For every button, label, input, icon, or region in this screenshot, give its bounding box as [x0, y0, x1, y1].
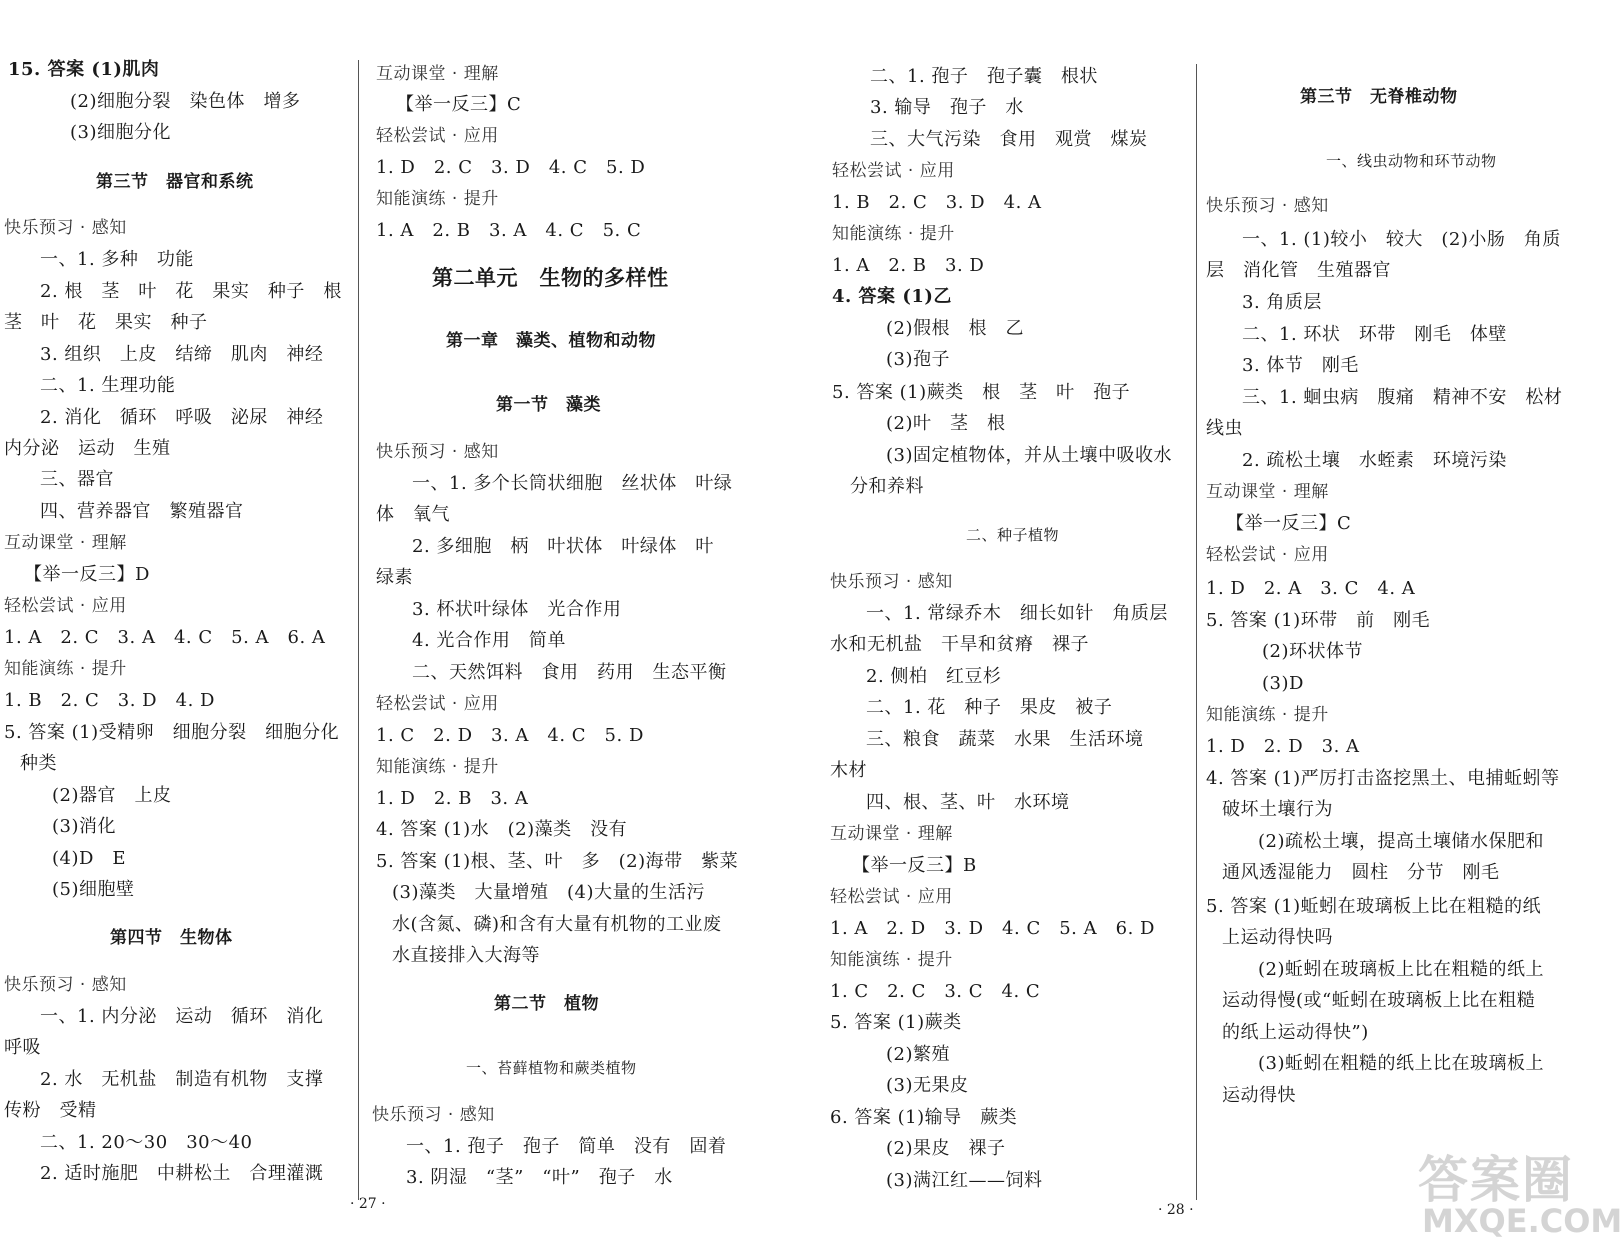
subsection-heading: 知能演练 · 提升 [1206, 705, 1329, 725]
answer-line: (3)孢子 [886, 349, 950, 370]
answer-line: 运动得快 [1222, 1085, 1296, 1106]
answer-line: 3. 组织 上皮 结缔 肌肉 神经 [40, 344, 324, 365]
subsection-heading: 轻松尝试 · 应用 [376, 126, 499, 146]
answer-line: 通风透湿能力 圆柱 分节 刚毛 [1222, 862, 1500, 883]
answer-line: 水直接排入大海等 [392, 945, 540, 966]
answer-line: 一、1. 多种 功能 [40, 249, 194, 270]
answer-line: 1. A 2. C 3. A 4. C 5. A 6. A [4, 627, 326, 648]
page-number-left: · 27 · [350, 1196, 386, 1212]
answer-line: (3)蚯蚓在粗糙的纸上比在玻璃板上 [1258, 1053, 1544, 1074]
answer-line: 4. 光合作用 简单 [412, 630, 566, 651]
answer-line: 【举一反三】C [396, 94, 522, 115]
answer-line: 水(含氮、磷)和含有大量有机物的工业废 [392, 914, 722, 935]
answer-line: 传粉 受精 [4, 1100, 97, 1121]
answer-line: 分和养料 [850, 476, 924, 497]
answer-line: 二、1. 花 种子 果皮 被子 [866, 697, 1113, 718]
section-title: 第三节 无脊椎动物 [1300, 87, 1458, 107]
answer-line: (2)繁殖 [886, 1044, 950, 1065]
answer-line: 木材 [830, 760, 867, 781]
answer-line: 层 消化管 生殖器官 [1206, 260, 1391, 281]
answer-line: 1. A 2. B 3. A 4. C 5. C [376, 220, 642, 241]
answer-line: 一、1. 孢子 孢子 简单 没有 固着 [406, 1136, 727, 1157]
answer-line: 5. 答案 (1)蕨类 根 茎 叶 孢子 [832, 382, 1131, 403]
answer-line: 四、营养器官 繁殖器官 [40, 501, 244, 522]
answer-line: 破坏土壤行为 [1222, 799, 1333, 820]
answer-line: 2. 水 无机盐 制造有机物 支撑 [40, 1069, 324, 1090]
chapter-title: 第一章 藻类、植物和动物 [446, 331, 656, 351]
answer-line: 1. A 2. D 3. D 4. C 5. A 6. D [830, 918, 1155, 939]
answer-line: 1. D 2. C 3. D 4. C 5. D [376, 157, 646, 178]
watermark-logo [1418, 1140, 1622, 1250]
subsection-heading: 互动课堂 · 理解 [376, 64, 499, 84]
answer-line: 二、1. 环状 环带 刚毛 体壁 [1242, 324, 1507, 345]
subsection-heading: 快乐预习 · 感知 [4, 218, 127, 238]
answer-line: 2. 消化 循环 呼吸 泌尿 神经 [40, 407, 324, 428]
subsection-heading: 轻松尝试 · 应用 [830, 887, 953, 907]
answer-line: 一、1. 多个长筒状细胞 丝状体 叶绿 [412, 473, 733, 494]
answer-line: 【举一反三】C [1226, 513, 1352, 534]
column-divider [358, 60, 359, 1200]
subsection-heading: 知能演练 · 提升 [376, 189, 499, 209]
answer-line: 6. 答案 (1)输导 蕨类 [830, 1107, 1018, 1128]
section-title: 第一节 藻类 [496, 395, 601, 415]
answer-line: 一、1. 常绿乔木 细长如针 角质层 [866, 603, 1168, 624]
section-title: 第三节 器官和系统 [96, 172, 254, 192]
answer-line: 种类 [20, 753, 57, 774]
answer-line: (3)细胞分化 [70, 122, 171, 143]
answer-line: 三、1. 蛔虫病 腹痛 精神不安 松材 [1242, 387, 1563, 408]
answer-line: 3. 输导 孢子 水 [870, 97, 1024, 118]
unit-title: 第二单元 生物的多样性 [432, 266, 669, 290]
answer-line: 5. 答案 (1)受精卵 细胞分裂 细胞分化 [4, 722, 340, 743]
answer-line: 1. C 2. C 3. C 4. C [830, 981, 1041, 1002]
answer-line: 线虫 [1206, 418, 1243, 439]
subsection-heading: 快乐预习 · 感知 [4, 975, 127, 995]
answer-line: 1. D 2. D 3. A [1206, 736, 1360, 757]
subsection-heading: 轻松尝试 · 应用 [376, 694, 499, 714]
section-title: 第四节 生物体 [110, 928, 233, 948]
answer-line: (2)疏松土壤，提高土壤储水保肥和 [1258, 831, 1544, 852]
answer-line: 【举一反三】D [24, 564, 150, 585]
answer-line: 二、1. 孢子 孢子囊 根状 [870, 66, 1098, 87]
answer-line: (2)蚯蚓在玻璃板上比在粗糙的纸上 [1258, 959, 1544, 980]
answer-line: 1. B 2. C 3. D 4. A [832, 192, 1042, 213]
subsection-heading: 快乐预习 · 感知 [1206, 196, 1329, 216]
answer-line: 3. 角质层 [1242, 292, 1322, 313]
answer-line: 5. 答案 (1)环带 前 刚毛 [1206, 610, 1431, 631]
subsection-heading: 轻松尝试 · 应用 [1206, 545, 1329, 565]
subsection-heading: 快乐预习 · 感知 [372, 1105, 495, 1125]
answer-line: (3)固定植物体，并从土壤中吸收水 [886, 445, 1172, 466]
answer-line: (3)无果皮 [886, 1075, 969, 1096]
answer-line: 2. 疏松土壤 水蛭素 环境污染 [1242, 450, 1507, 471]
answer-line: 茎 叶 花 果实 种子 [4, 312, 208, 333]
subsection-heading: 知能演练 · 提升 [832, 224, 955, 244]
answer-line: 体 氧气 [376, 504, 450, 525]
answer-line: 上运动得快吗 [1222, 927, 1333, 948]
answer-line: 5. 答案 (1)蚯蚓在玻璃板上比在粗糙的纸 [1206, 896, 1542, 917]
watermark-text: 答案圈 [1418, 1151, 1574, 1209]
answer-line: 2. 适时施肥 中耕松土 合理灌溉 [40, 1163, 324, 1184]
answer-line: (5)细胞壁 [52, 879, 135, 900]
answer-line: (3)藻类 大量增殖 (4)大量的生活污 [392, 882, 705, 903]
answer-line: 5. 答案 (1)蕨类 [830, 1012, 962, 1033]
subsection-heading: 知能演练 · 提升 [4, 659, 127, 679]
column-divider [1196, 64, 1197, 1200]
answer-line: 4. 答案 (1)乙 [832, 286, 952, 307]
subsection-heading: 互动课堂 · 理解 [1206, 482, 1329, 502]
answer-line: 1. D 2. B 3. A [376, 788, 529, 809]
answer-line: 三、粮食 蔬菜 水果 生活环境 [866, 729, 1144, 750]
answer-line: (4)D E [52, 848, 127, 869]
answer-line: (2)环状体节 [1262, 641, 1363, 662]
answer-line: 1. A 2. B 3. D [832, 255, 985, 276]
answer-line: 运动得慢(或“蚯蚓在玻璃板上比在粗糙 [1222, 990, 1536, 1011]
answer-line: 1. C 2. D 3. A 4. C 5. D [376, 725, 644, 746]
subsection-title: 一、线虫动物和环节动物 [1326, 152, 1497, 170]
answer-line: 四、根、茎、叶 水环境 [866, 792, 1070, 813]
subsection-heading: 知能演练 · 提升 [376, 757, 499, 777]
answer-line: 【举一反三】B [852, 855, 977, 876]
answer-line: 2. 侧柏 红豆杉 [866, 666, 1002, 687]
answer-line: 1. D 2. A 3. C 4. A [1206, 578, 1416, 599]
answer-line: (3)消化 [52, 816, 116, 837]
subsection-title: 二、种子植物 [966, 526, 1060, 544]
answer-line: 三、器官 [40, 469, 114, 490]
answer-line: 绿素 [376, 567, 413, 588]
answer-line: 的纸上运动得快”) [1222, 1022, 1369, 1043]
answer-line: (3)满江红——饲料 [886, 1170, 1043, 1191]
answer-line: 3. 杯状叶绿体 光合作用 [412, 599, 622, 620]
answer-line: 2. 多细胞 柄 叶状体 叶绿体 叶 [412, 536, 714, 557]
answer-line: 4. 答案 (1)水 (2)藻类 没有 [376, 819, 628, 840]
subsection-title: 一、苔藓植物和蕨类植物 [466, 1059, 637, 1077]
answer-line: 一、1. 内分泌 运动 循环 消化 [40, 1006, 324, 1027]
answer-line: 3. 体节 刚毛 [1242, 355, 1359, 376]
subsection-heading: 知能演练 · 提升 [830, 950, 953, 970]
answer-line: 3. 阴湿 “茎” “叶” 孢子 水 [406, 1167, 673, 1188]
answer-line: (3)D [1262, 673, 1304, 694]
watermark-url: MXQE.COM [1422, 1202, 1622, 1240]
answer-line: 4. 答案 (1)严厉打击盗挖黑土、电捕蚯蚓等 [1206, 768, 1560, 789]
section-title: 第二节 植物 [494, 994, 599, 1014]
answer-15: 15. 答案 (1)肌肉 [8, 59, 160, 80]
answer-line: 水和无机盐 干旱和贫瘠 裸子 [830, 634, 1089, 655]
answer-line: 三、大气污染 食用 观赏 煤炭 [870, 129, 1148, 150]
answer-line: 二、1. 20～30 30～40 [40, 1132, 253, 1153]
answer-line: (2)器官 上皮 [52, 785, 172, 806]
subsection-heading: 互动课堂 · 理解 [830, 824, 953, 844]
answer-line: 呼吸 [4, 1037, 41, 1058]
answer-line: 1. B 2. C 3. D 4. D [4, 690, 215, 711]
answer-line: (2)假根 根 乙 [886, 318, 1024, 339]
answer-line: (2)细胞分裂 染色体 增多 [70, 91, 301, 112]
answer-line: 内分泌 运动 生殖 [4, 438, 171, 459]
answer-line: 2. 根 茎 叶 花 果实 种子 根 [40, 281, 342, 302]
answer-line: (2)叶 茎 根 [886, 413, 1006, 434]
subsection-heading: 互动课堂 · 理解 [4, 533, 127, 553]
answer-line: (2)果皮 裸子 [886, 1138, 1006, 1159]
subsection-heading: 轻松尝试 · 应用 [832, 161, 955, 181]
subsection-heading: 快乐预习 · 感知 [830, 572, 953, 592]
answer-line: 5. 答案 (1)根、茎、叶 多 (2)海带 紫菜 [376, 851, 739, 872]
answer-line: 二、天然饵料 食用 药用 生态平衡 [412, 662, 727, 683]
answer-line: 二、1. 生理功能 [40, 375, 176, 396]
answer-line: 一、1. (1)较小 较大 (2)小肠 角质 [1242, 229, 1561, 250]
subsection-heading: 轻松尝试 · 应用 [4, 596, 127, 616]
subsection-heading: 快乐预习 · 感知 [376, 442, 499, 462]
page-number-right: · 28 · [1158, 1202, 1194, 1218]
